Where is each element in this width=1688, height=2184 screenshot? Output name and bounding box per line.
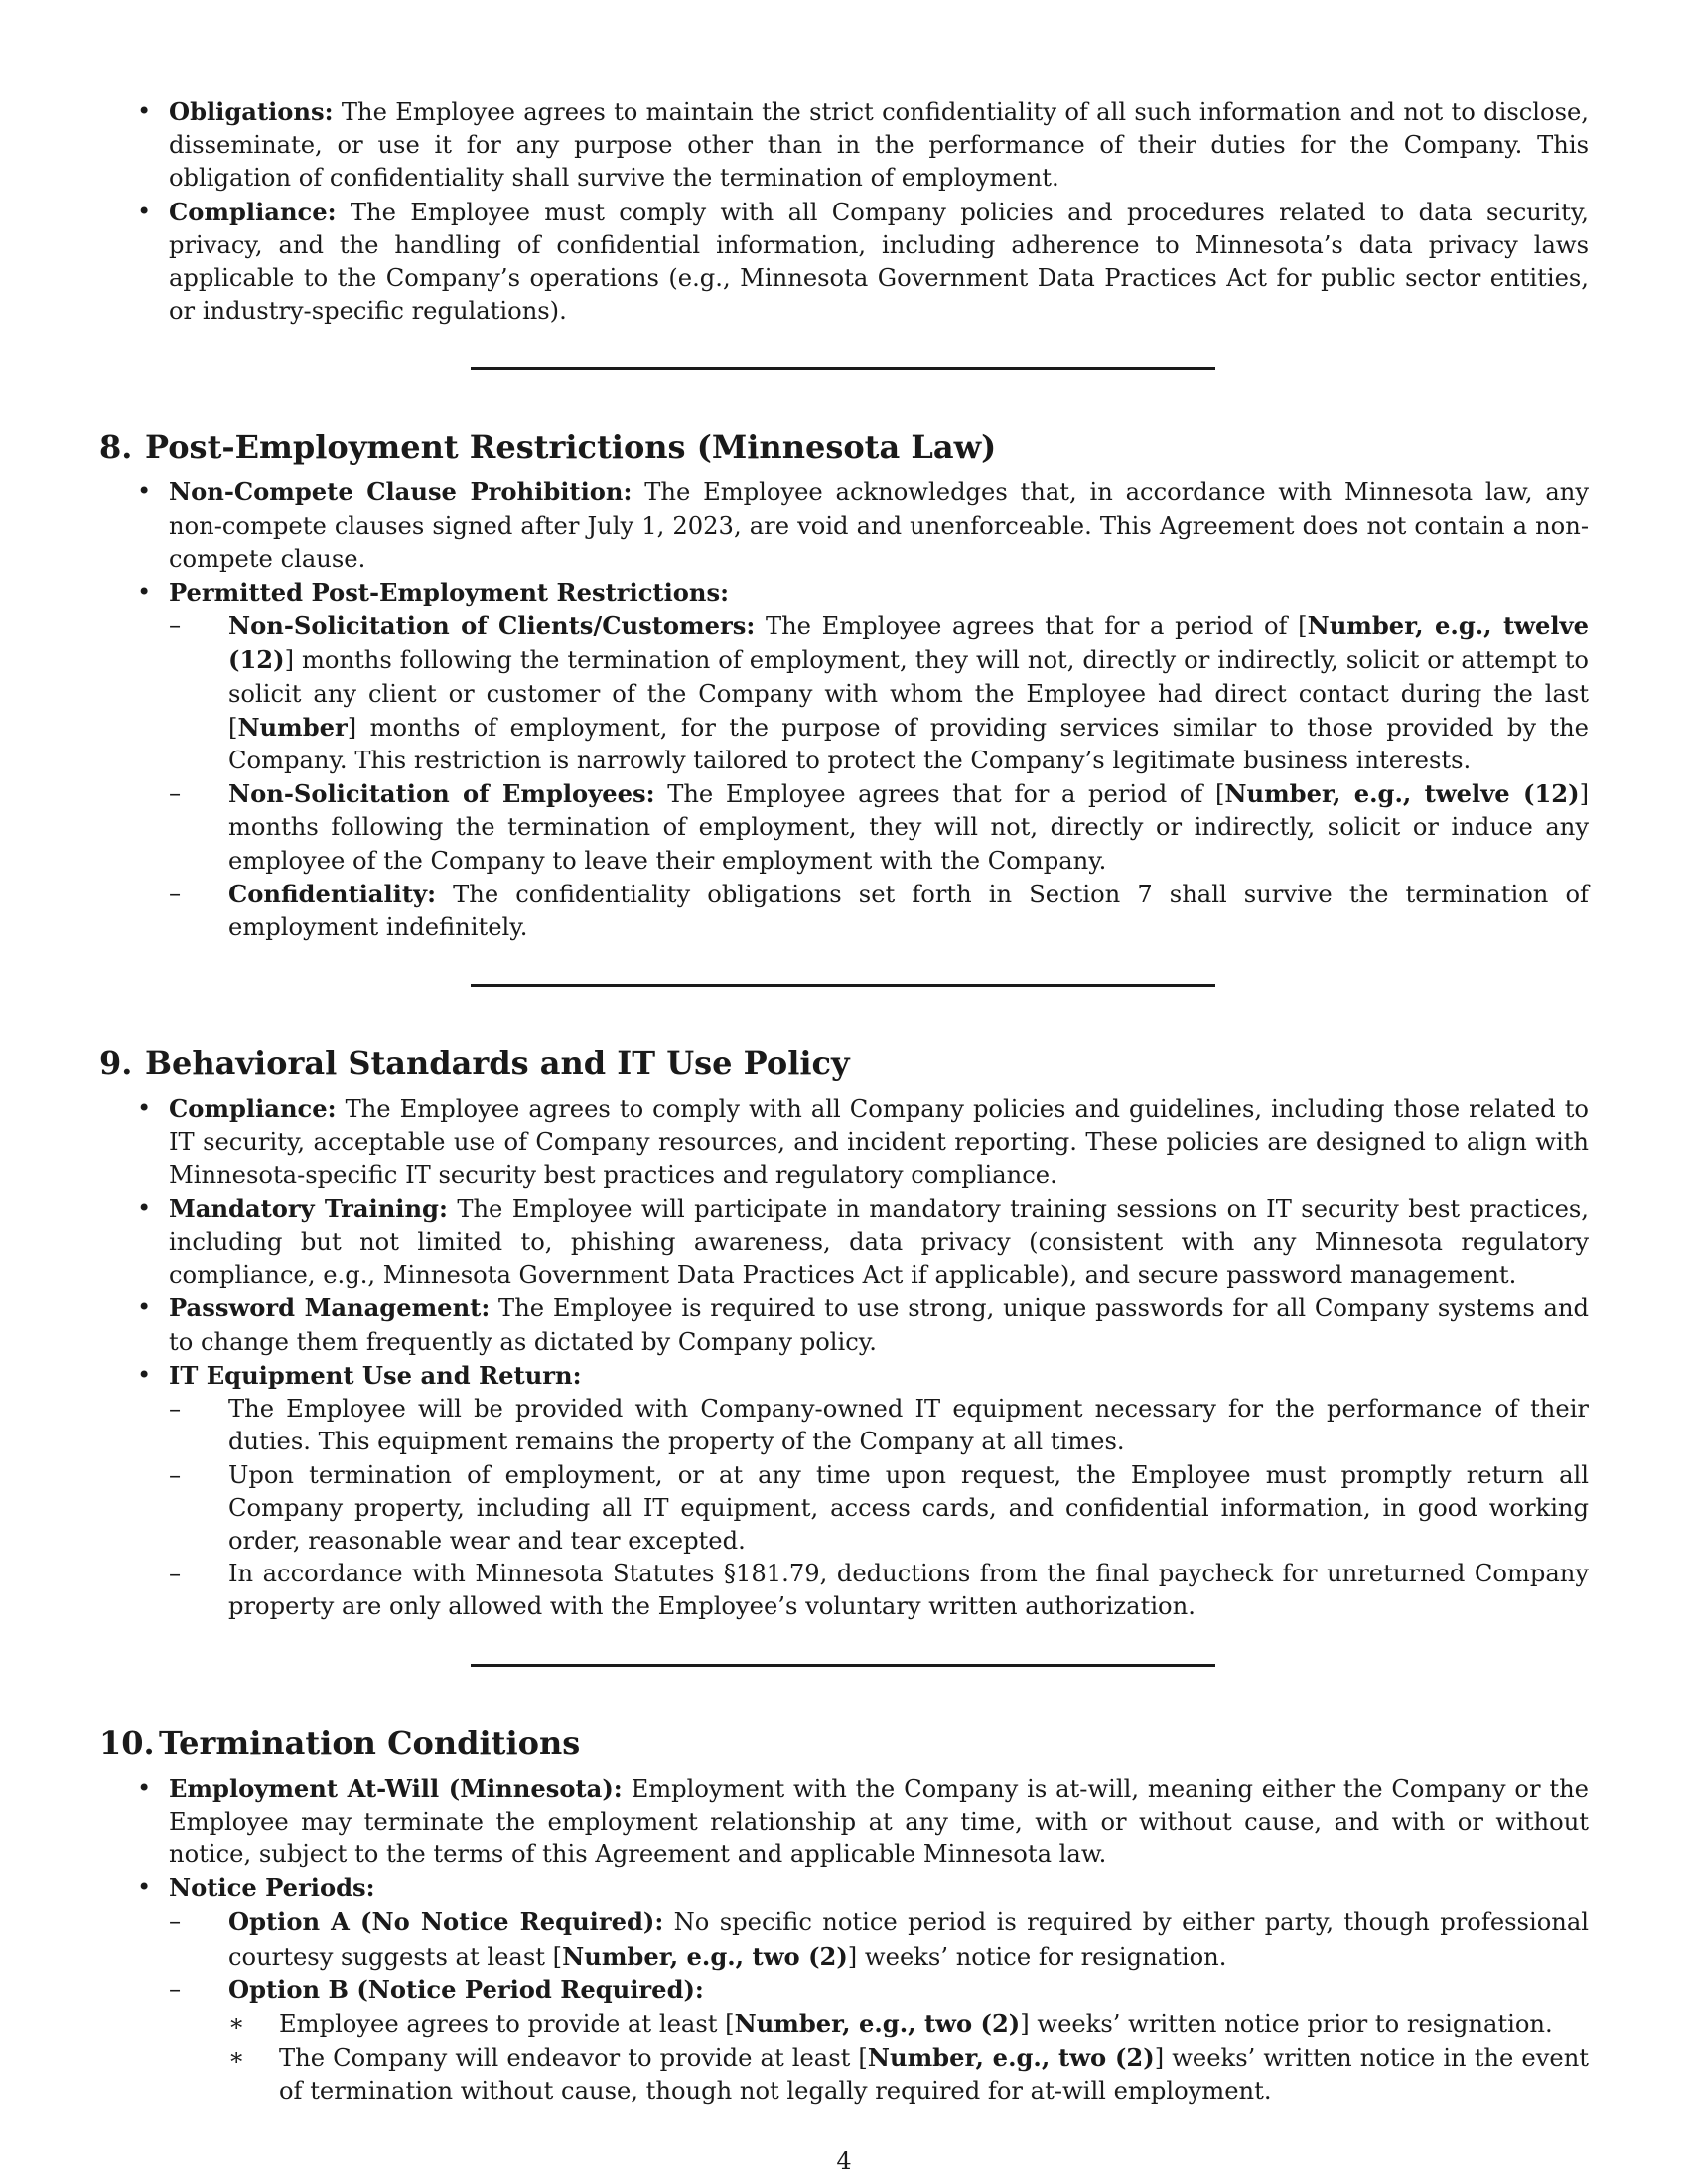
sublist-item-clients: – Non-Solicitation of Clients/Customers: The Employee agrees that for a period of [Number, e.g., twelve (12)] months following the termination of employment, they will not, directly or indirectly, solicit or attempt to solicit any client or customer of the Company with whom the Employee had direct contact during the last [Number] months of employment, for the purpose of providing services similar to those provided by the Company. This restriction is narrowly tailored to protect the Company’s legitimate business interests. [169,610,1589,777]
sublist-item: – In accordance with Minnesota Statutes §181.79, deductions from the final paycheck for unreturned Company property are only allowed with the Employee’s voluntary written authorization. [169,1558,1589,1623]
list-item-obligations: • Obligations: The Employee agrees to maintain the strict confidentiality of all such information and not to disclose, disseminate, or use it for any purpose other than in the performance of their duties for the Company. This obligation of confidentiality shall survive the termination of employment. [99,95,1589,196]
notice-periods-sublist [169,1905,1589,2108]
page-content [99,95,1589,2109]
section9-list [99,1092,1589,1623]
section10-heading: 10. Termination Conditions [99,1723,581,1762]
list-item-atwill: • Employment At-Will (Minnesota): Employment with the Company is at-will, meaning either the Company or the Employee may terminate the employment relationship at any time, with or without cause, and with or without notice, subject to the terms of this Agreement and applicable Minnesota law. [99,1772,1589,1872]
option-b-sublist [228,2007,1589,2109]
list-item-equipment: • IT Equipment Use and Return: – The Employee will be provided with Company-owned IT equipment necessary for the performance of their duties. This equipment remains the property of the Company at all times. – Upon termination of employment, or at any time upon request, the Employee must promptly return all Company property, including all IT equipment, access cards, and confidential information, in good working order, reasonable wear and tear excepted. – In accordance with Minnesota Statutes §181.79, deductions from the final paycheck for unreturned Company property are only allowed with the Employee’s voluntary written authorization. [99,1359,1589,1624]
equipment-sublist [169,1393,1589,1623]
sublist-item: – Upon termination of employment, or at any time upon request, the Employee must promptly return all Company property, including all IT equipment, access cards, and confidential information, in good working order, reasonable wear and tear excepted. [169,1459,1589,1559]
section8-heading: 8. Post-Employment Restrictions (Minnesota Law) [99,428,997,467]
section10-list [99,1772,1589,2109]
section8-list [99,476,1589,944]
permitted-restrictions-sublist [169,610,1589,944]
list-item-notice-periods: • Notice Periods: – Option A (No Notice Required): No specific notice period is required by either party, though professional courtesy suggests at least [Number, e.g., two (2)] weeks’ notice for resignation. – Option B (Notice Period Required): ∗ Employee agrees to provide at least [Number, e.g., two (2)] weeks’ written notice prior to resignation. ∗ The Company will endeavor to provide at least [Number, e.g., two (2)] weeks’ written notice in the event of termination without cause, though not legally required for at-will employment. [99,1871,1589,2108]
sublist-item: – The Employee will be provided with Company-owned IT equipment necessary for the performance of their duties. This equipment remains the property of the Company at all times. [169,1393,1589,1458]
list-item-compliance: • Compliance: The Employee agrees to comply with all Company policies and guidelines, including those related to IT security, acceptable use of Company resources, and incident reporting. These policies are designed to align with Minnesota-specific IT security best practices and regulatory compliance. [99,1092,1589,1192]
sublist-item-option-b: – Option B (Notice Period Required): ∗ Employee agrees to provide at least [Number, e.g., two (2)] weeks’ written notice prior to resignation. ∗ The Company will endeavor to provide at least [Number, e.g., two (2)] weeks’ written notice in the event of termination without cause, though not legally required for at-will employment. [169,1974,1589,2109]
list-item-training: • Mandatory Training: The Employee will participate in mandatory training sessions on IT security best practices, including but not limited to, phishing awareness, data privacy (consistent with any Minnesota regulatory compliance, e.g., Minnesota Government Data Practices Act if applicable), and secure password management. [99,1192,1589,1293]
subsublist-item: ∗ The Company will endeavor to provide at least [Number, e.g., two (2)] weeks’ written notice in the event of termination without cause, though not legally required for at-will employment. [228,2041,1589,2108]
section7-continuation-list [99,95,1589,328]
list-item-permitted-restrictions: • Permitted Post-Employment Restrictions: – Non-Solicitation of Clients/Customers: The Employee agrees that for a period of [Number, e.g., twelve (12)] months following the termination of employment, they will not, directly or indirectly, solicit or attempt to solicit any client or customer of the Company with whom the Employee had direct contact during the last [Number] months of employment, for the purpose of providing services similar to those provided by the Company. This restriction is narrowly tailored to protect the Company’s legitimate business interests. – Non-Solicitation of Employees: The Employee agrees that for a period of [Number, e.g., twelve (12)] months following the termination of employment, they will not, directly or indirectly, solicit or induce any employee of the Company to leave their employment with the Company. – Confidentiality: The confidentiality obligations set forth in Section 7 shall survive the termination of employment indefinitely. [99,576,1589,944]
section9-heading: 9. Behavioral Standards and IT Use Policy [99,1044,850,1083]
sublist-item-employees: – Non-Solicitation of Employees: The Employee agrees that for a period of [Number, e.g., twelve (12)] months following the termination of employment, they will not, directly or indirectly, solicit or induce any employee of the Company to leave their employment with the Company. [169,777,1589,878]
list-item-password: • Password Management: The Employee is required to use strong, unique passwords for all Company systems and to change them frequently as dictated by Company policy. [99,1292,1589,1358]
sublist-item-option-a: – Option A (No Notice Required): No specific notice period is required by either party, though professional courtesy suggests at least [Number, e.g., two (2)] weeks’ notice for resignation. [169,1905,1589,1973]
page-number: 4 [836,2147,852,2175]
list-item-compliance: • Compliance: The Employee must comply with all Company policies and procedures related to data security, privacy, and the handling of confidential information, including adherence to Minnesota’s data privacy laws applicable to the Company’s operations (e.g., Minnesota Government Data Practices Act for public sector entities, or industry-specific regulations). [99,196,1589,329]
list-item-noncompete: • Non-Compete Clause Prohibition: The Employee acknowledges that, in accordance with Minnesota law, any non-compete clauses signed after July 1, 2023, are void and unenforceable. This Agreement does not contain a non-compete clause. [99,476,1589,576]
subsublist-item: ∗ Employee agrees to provide at least [Number, e.g., two (2)] weeks’ written notice prior to resignation. [228,2007,1589,2041]
sublist-item-confidentiality: – Confidentiality: The confidentiality obligations set forth in Section 7 shall survive the termination of employment indefinitely. [169,878,1589,944]
